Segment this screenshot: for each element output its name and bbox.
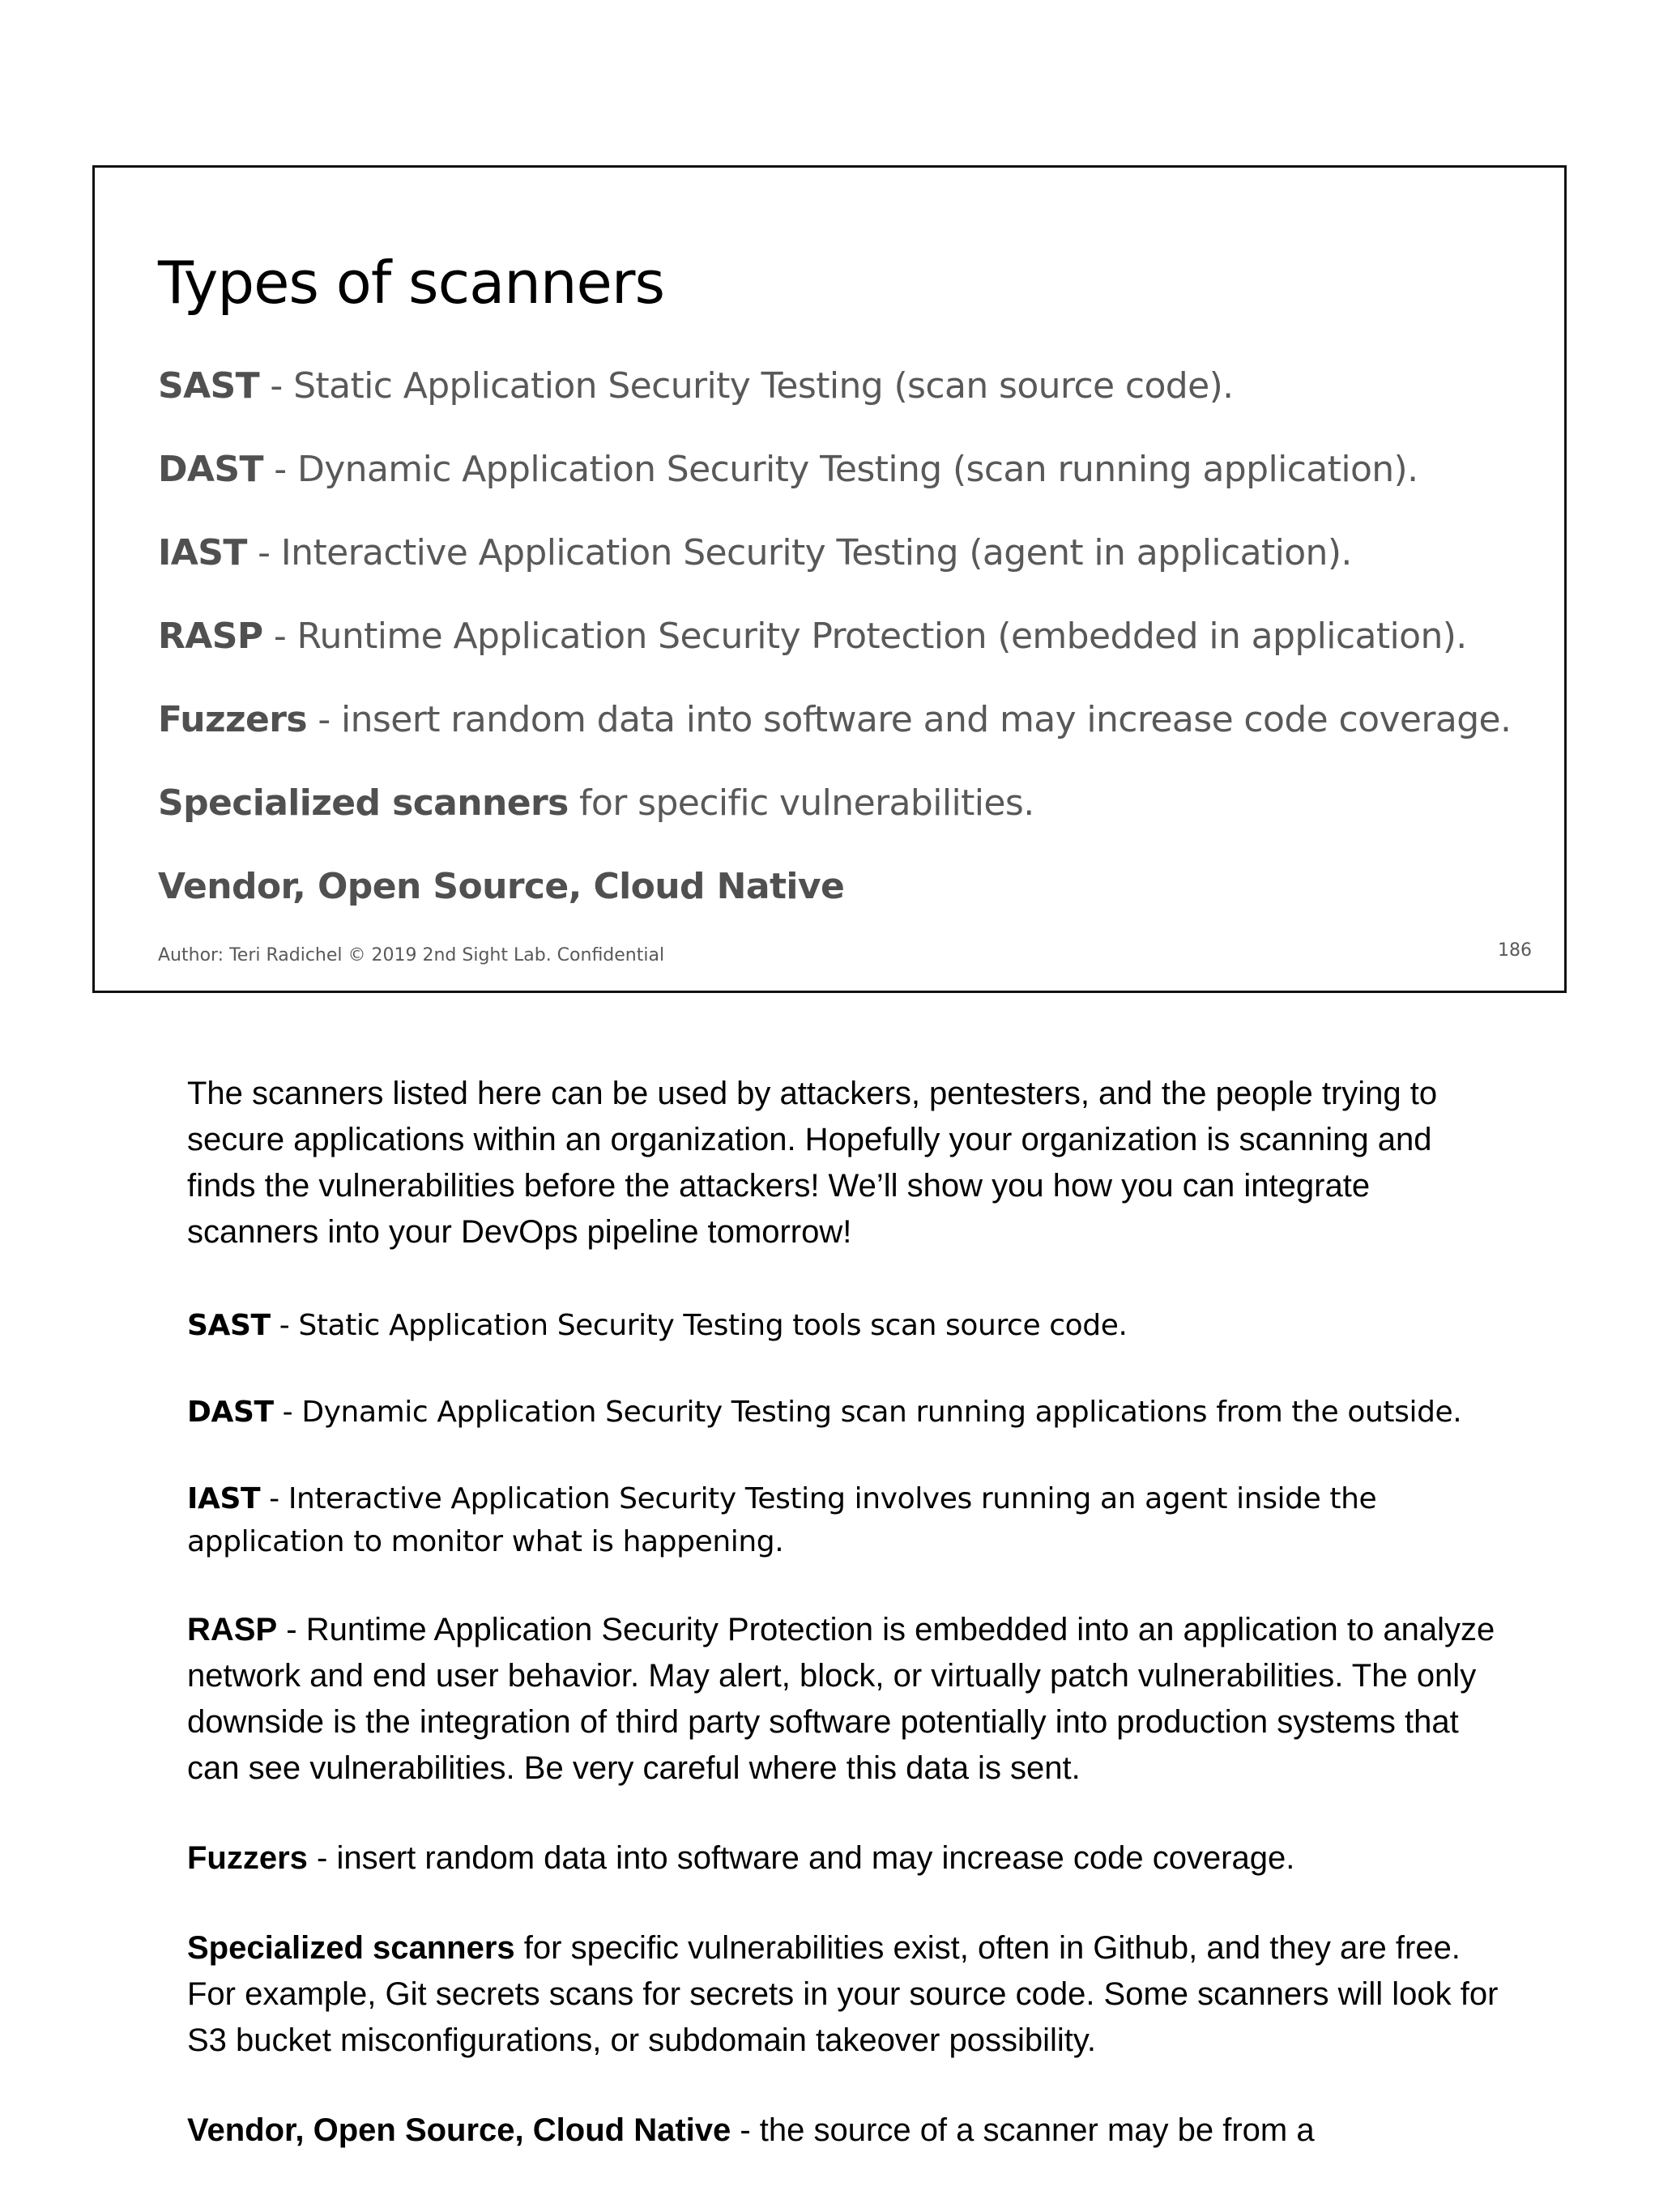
slide-frame (92, 165, 1567, 993)
notes-desc: - insert random data into software and may increase code coverage. (307, 1840, 1295, 1876)
notes-rasp (187, 1607, 1499, 1792)
slide-item-iast (158, 529, 1511, 612)
notes-desc: - Runtime Application Security Protection is embedded into an application to analyze network and end user behavior. May alert, block, or virtually patch vulnerabilities. The only downside is the integration of third party software potentially into production systems that can see vulnerabilities. Be very careful where this data is sent. (187, 1612, 1495, 1786)
slide-item-desc: - Interactive Application Security Testing (agent in application). (246, 532, 1352, 573)
slide-item-desc: - insert random data into software and may increase code coverage. (306, 699, 1512, 740)
notes-sast (187, 1304, 1499, 1347)
notes-term: Vendor, Open Source, Cloud Native (187, 2112, 731, 2148)
slide-item-specialized (158, 779, 1511, 863)
notes-desc: - Dynamic Application Security Testing scan running applications from the outside. (273, 1396, 1462, 1429)
notes-term: Specialized scanners (187, 1930, 515, 1966)
notes-term: DAST (187, 1396, 274, 1429)
slide-item-dast (158, 445, 1511, 529)
notes-iast (187, 1477, 1499, 1563)
notes-desc: - Interactive Application Security Testing involves running an agent inside the application to monitor what is happening. (187, 1482, 1377, 1558)
slide-page-number: 186 (1498, 940, 1532, 961)
slide-author-footer: Author: Teri Radichel © 2019 2nd Sight Lab. Confidential (158, 945, 665, 965)
slide-item-desc: - Dynamic Application Security Testing (scan running application). (262, 449, 1418, 490)
slide-item-term: IAST (158, 532, 247, 573)
slide-item-term: Vendor, Open Source, Cloud Native (158, 866, 845, 907)
slide-item-term: SAST (158, 365, 260, 407)
slide-item-sast (158, 362, 1511, 445)
slide-item-desc: - Runtime Application Security Protection (embedded in application). (262, 616, 1467, 657)
slide-item-desc: - Static Application Security Testing (scan source code). (259, 365, 1234, 407)
slide-item-desc: for specific vulnerabilities. (568, 782, 1034, 824)
notes-term: IAST (187, 1482, 261, 1515)
slide-bullet-list (158, 362, 1511, 946)
notes-term: SAST (187, 1309, 271, 1342)
notes-specialized (187, 1925, 1499, 2064)
speaker-notes (187, 1071, 1499, 2197)
slide-item-vendor (158, 863, 1511, 946)
notes-intro: The scanners listed here can be used by attackers, pentesters, and the people trying to secure applications within an organization. Hopefully your organization is scanning and finds the vulnerabilities before the attackers! We’ll show you how you can integrate scanners into your DevOps pipeline tomorrow! (187, 1076, 1438, 1250)
notes-desc: - Static Application Security Testing tools scan source code. (270, 1309, 1128, 1342)
slide-item-term: Specialized scanners (158, 782, 569, 824)
slide-item-term: DAST (158, 449, 263, 490)
notes-term: RASP (187, 1612, 278, 1647)
notes-dast (187, 1391, 1499, 1434)
notes-desc: - the source of a scanner may be from a (731, 2112, 1315, 2148)
slide-title: Types of scanners (158, 249, 664, 317)
notes-fuzzers (187, 1835, 1499, 1882)
slide-item-fuzzers (158, 696, 1511, 779)
notes-vendor (187, 2108, 1499, 2154)
notes-term: Fuzzers (187, 1840, 308, 1876)
slide-item-term: RASP (158, 616, 263, 657)
slide-item-rasp (158, 612, 1511, 696)
slide-item-term: Fuzzers (158, 699, 307, 740)
notes-desc: for specific vulnerabilities exist, often in Github, and they are free. For example, Git secrets scans for secrets in your source code. Some scanners will look for S3 bucket misconfigurations, or subdomain takeover possibility. (187, 1930, 1499, 2058)
